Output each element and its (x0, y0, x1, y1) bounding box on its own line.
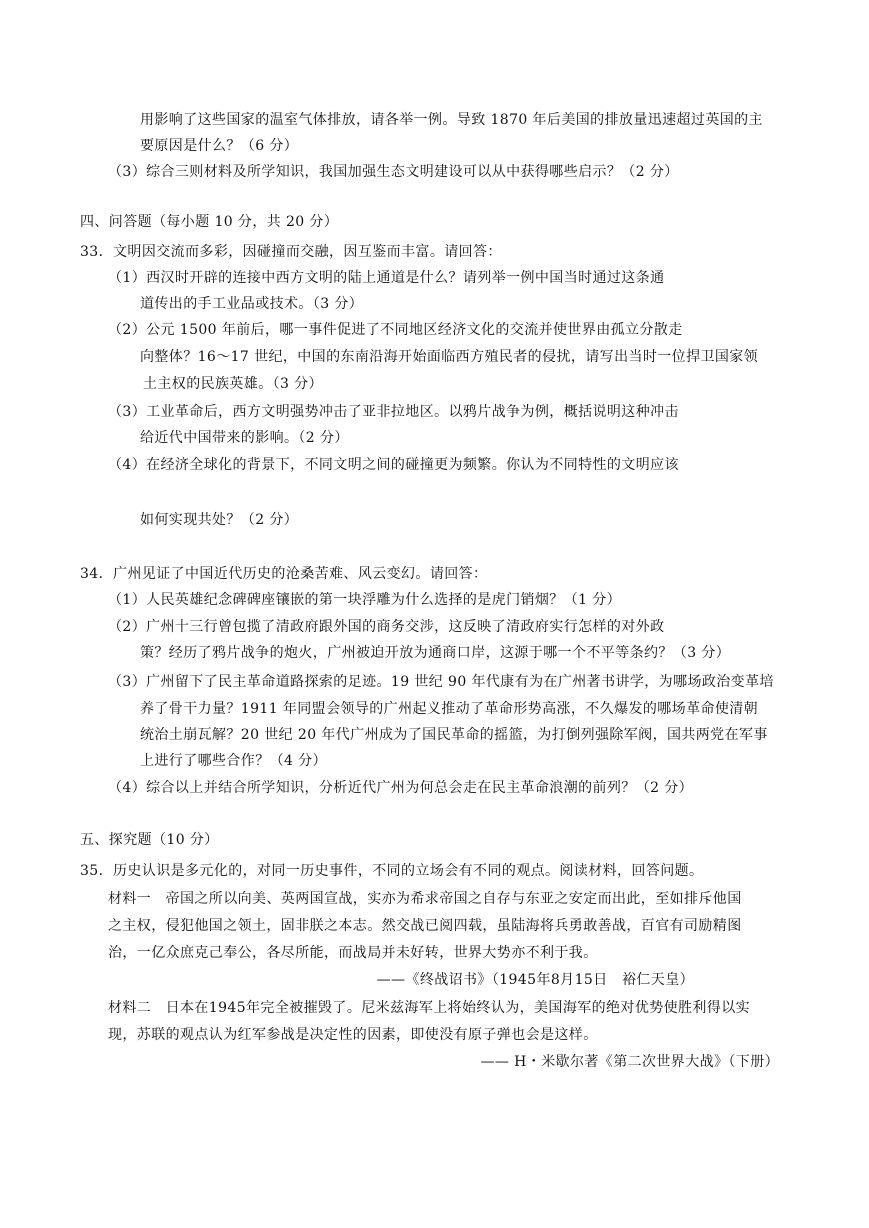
question-34-part-3-line-2: 养了骨干力量？1911 年同盟会领导的广州起义推动了革命形势高涨，不久爆发的哪场革命使清朝 (140, 701, 759, 717)
question-34-part-1: （1）人民英雄纪念碑碑座镶嵌的第一块浮雕为什么选择的是虎门销烟？（1 分） (108, 592, 622, 608)
material-1-line-1: 材料一 帝国之所以向美、英两国宣战，实亦为希求帝国之自存与东亚之安定而出此，至如排斥他国 (108, 891, 742, 907)
question-32-part-3: （3）综合三则材料及所学知识，我国加强生态文明建设可以从中获得哪些启示？（2 分） (108, 164, 679, 180)
question-33-part-2-line-1: （2）公元 1500 年前后，哪一事件促进了不同地区经济文化的交流并使世界由孤立分散走 (108, 322, 683, 338)
question-34-part-3-line-1: （3）广州留下了民主革命道路探索的足迹。19 世纪 90 年代康有为在广州著书讲学，为哪场政治变革培 (108, 674, 774, 690)
question-34-part-3-line-3: 统治土崩瓦解？20 世纪 20 年代广州成为了国民革命的摇篮，为打倒列强除军阀，国共两党在军事 (140, 727, 768, 743)
question-33-part-2-line-3: 土主权的民族英雄。（3 分） (143, 376, 323, 392)
material-2-line-1: 材料二 日本在1945年完全被摧毁了。尼米兹海军上将始终认为，美国海军的绝对优势使胜利得以实 (108, 1000, 751, 1016)
material-1-line-3: 治，一亿众庶克己奉公，各尽所能，而战局并未好转，世界大势亦不利于我。 (108, 945, 598, 961)
question-34-part-2-line-1: （2）广州十三行曾包揽了清政府跟外国的商务交涉，这反映了清政府实行怎样的对外政 (108, 619, 665, 635)
material-1-line-2: 之主权，侵犯他国之领土，固非朕之本志。然交战已阅四载，虽陆海将兵勇敢善战，百官有司励精图 (108, 918, 742, 934)
continued-question-line-1: 用影响了这些国家的温室气体排放，请各举一例。导致 1870 年后美国的排放量迅速超过英国的主 (140, 112, 763, 128)
question-33-part-2-line-2: 向整体？16～17 世纪，中国的东南沿海开始面临西方殖民者的侵扰，请写出当时一位捍卫国家领 (140, 349, 759, 365)
question-33-stem: 33．文明因交流而多彩，因碰撞而交融，因互鉴而丰富。请回答： (80, 244, 502, 260)
material-1-source: ——《终战诏书》（1945年8月15日 裕仁天皇） (376, 972, 694, 988)
question-33-part-1-line-1: （1）西汉时开辟的连接中西方文明的陆上通道是什么？请列举一例中国当时通过这条通 (108, 270, 665, 286)
question-33-part-3-line-1: （3）工业革命后，西方文明强势冲击了亚非拉地区。以鸦片战争为例，概括说明这种冲击 (108, 404, 679, 420)
question-33-part-3-line-2: 给近代中国带来的影响。（2 分） (140, 430, 349, 446)
section-4-header: 四、问答题（每小题 10 分，共 20 分） (80, 214, 339, 230)
question-33-part-1-line-2: 道传出的手工业品或技术。（3 分） (140, 296, 364, 312)
section-5-header: 五、探究题（10 分） (80, 832, 219, 848)
question-34-part-2-line-2: 策？经历了鸦片战争的炮火，广州被迫开放为通商口岸，这源于哪一个不平等条约？（3 分） (140, 645, 731, 661)
question-33-part-4-line-2: 如何实现共处？（2 分） (140, 512, 299, 528)
material-2-source: —— H・米歇尔著《第二次世界大战》（下册） (480, 1054, 779, 1070)
question-34-stem: 34．广州见证了中国近代历史的沧桑苦难、风云变幻。请回答： (80, 566, 488, 582)
question-34-part-4: （4）综合以上并结合所学知识，分析近代广州为何总会走在民主革命浪潮的前列？（2 分） (108, 780, 694, 796)
question-33-part-4-line-1: （4）在经济全球化的背景下，不同文明之间的碰撞更为频繁。你认为不同特性的文明应该 (108, 457, 679, 473)
question-34-part-3-line-4: 上进行了哪些合作？（4 分） (140, 753, 327, 769)
continued-question-line-2: 要原因是什么？（6 分） (140, 138, 299, 154)
material-2-line-2: 现，苏联的观点认为红军参战是决定性的因素，即使没有原子弹也会是这样。 (108, 1027, 598, 1043)
question-35-stem: 35．历史认识是多元化的，对同一历史事件，不同的立场会有不同的观点。阅读材料，回答问题。 (80, 863, 704, 879)
